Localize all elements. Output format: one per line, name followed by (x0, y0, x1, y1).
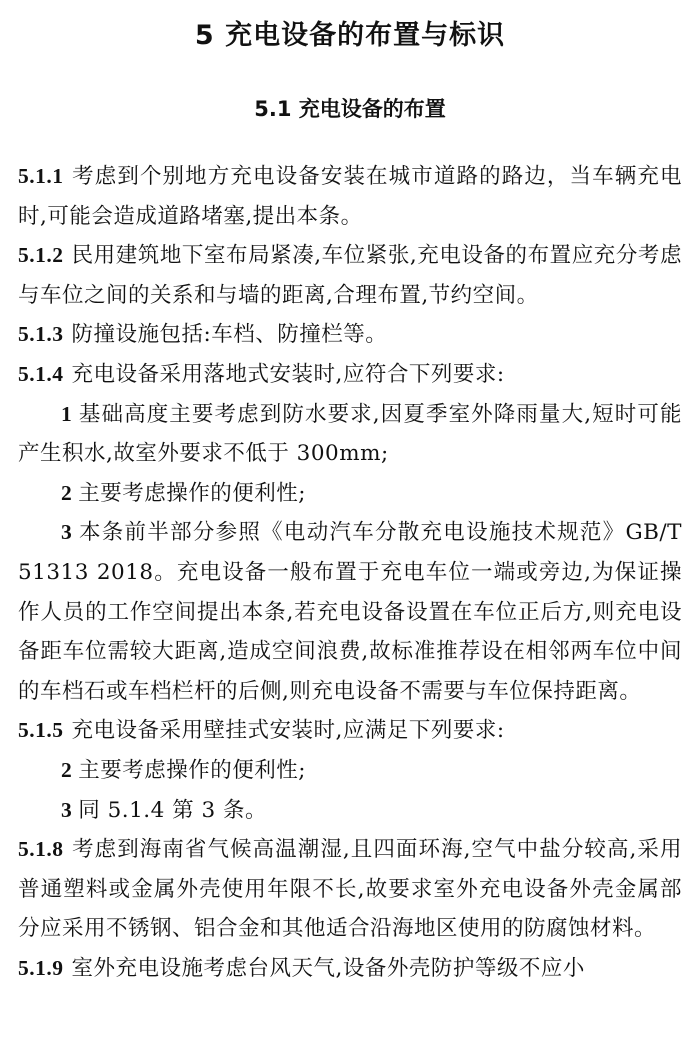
item-number: 1 (61, 401, 73, 426)
body-text (18, 157, 682, 988)
item-text: 同 5.1.4 第 3 条。 (78, 797, 267, 823)
document-page (18, 0, 682, 981)
item-number: 2 (61, 757, 73, 782)
clause-text: 考虑到海南省气候高温潮湿,且四面环海,空气中盐分较高,采用普通塑料或金属外壳使用年限不长,故要求室外充电设备外壳金属部分应采用不锈钢、铝合金和其他适合沿海地区使用的防腐蚀材料。 (18, 837, 682, 942)
clause-number: 5.1.8 (18, 837, 64, 862)
list-item (18, 513, 682, 711)
item-number: 2 (61, 480, 73, 505)
clause-text: 考虑到个别地方充电设备安装在城市道路的路边，当车辆充电时,可能会造成道路堵塞,提出本条。 (18, 164, 682, 229)
clause-5-1-1 (18, 157, 682, 236)
item-text: 基础高度主要考虑到防水要求,因夏季室外降雨量大,短时可能产生积水,故室外要求不低于 300mm; (18, 401, 682, 467)
clause-number: 5.1.9 (18, 955, 64, 980)
section-title: 5.1 充电设备的布置 (254, 97, 446, 121)
list-item (18, 474, 682, 514)
clause-text: 充电设备采用壁挂式安装时,应满足下列要求: (71, 718, 505, 744)
clause-number: 5.1.2 (18, 243, 64, 268)
list-item (18, 791, 682, 831)
list-item (18, 395, 682, 474)
clause-number: 5.1.3 (18, 322, 64, 347)
clause-5-1-4 (18, 355, 682, 395)
clause-number: 5.1.4 (18, 361, 64, 386)
item-text: 主要考虑操作的便利性; (78, 757, 306, 783)
list-item (18, 751, 682, 791)
item-text: 本条前半部分参照《电动汽车分散充电设施技术规范》GB/T 51313 2018。充电设备一般布置于充电车位一端或旁边,为保证操作人员的工作空间提出本条,若充电设备设置在车位正后方,则充电设备距车位需较大距离,造成空间浪费,故标准推荐设在相邻两车位中间的车档石或车档栏杆的后侧,则充电设备不需要与车位保持距离。 (18, 520, 682, 704)
clause-text: 充电设备采用落地式安装时,应符合下列要求: (71, 361, 505, 387)
item-text: 主要考虑操作的便利性; (78, 480, 306, 506)
clause-5-1-9 (18, 949, 682, 989)
clause-5-1-2 (18, 236, 682, 315)
clause-5-1-3 (18, 315, 682, 355)
clause-number: 5.1.5 (18, 718, 64, 743)
clause-text: 室外充电设施考虑台风天气,设备外壳防护等级不应小 (71, 955, 585, 981)
clause-number: 5.1.1 (18, 164, 64, 188)
clause-text: 民用建筑地下室布局紧凑,车位紧张,充电设备的布置应充分考虑与车位之间的关系和与墙的距离,合理布置,节约空间。 (18, 243, 682, 308)
clause-text: 防撞设施包括:车档、防撞栏等。 (71, 322, 388, 348)
clause-5-1-5 (18, 711, 682, 751)
chapter-title: 5 充电设备的布置与标识 (194, 20, 506, 51)
clause-5-1-8 (18, 830, 682, 949)
item-number: 3 (61, 520, 73, 545)
item-number: 3 (61, 797, 73, 822)
